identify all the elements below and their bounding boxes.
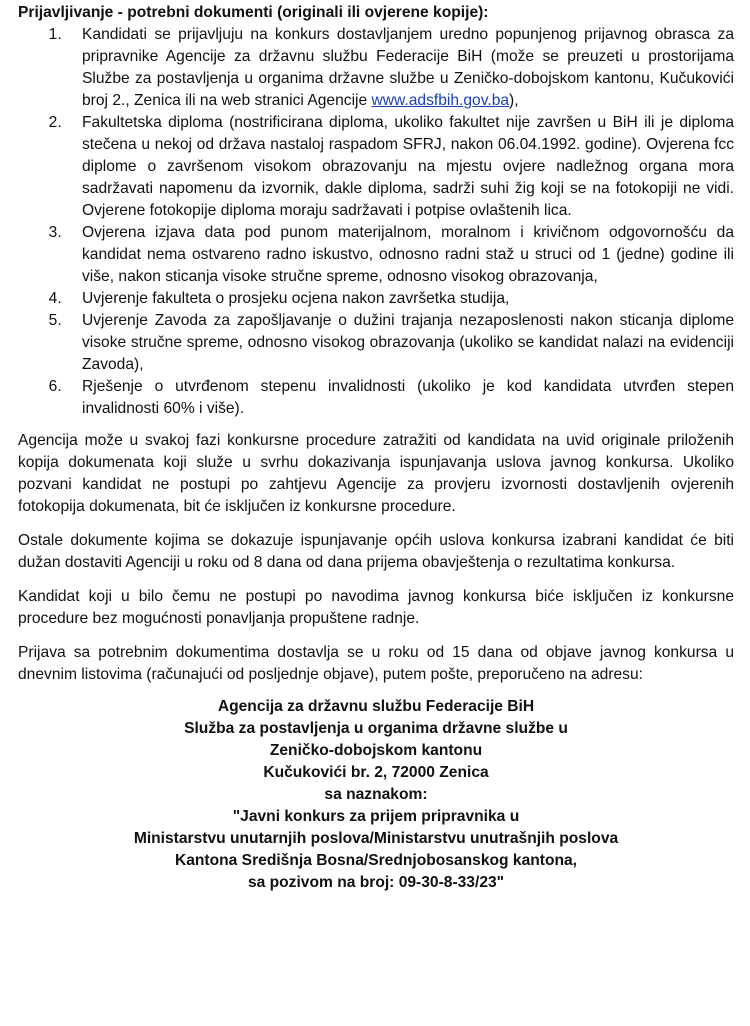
address-line: Zeničko-dobojskom kantonu	[269, 742, 483, 759]
paragraph-other-documents: Ostale dokumente kojima se dokazuje ispunjavanje općih uslova konkursa izabrani kandidat će biti dužan dostaviti Agenciji u roku od 8 dana od dana prijema obavještenja o rezultatima konkursa.	[18, 532, 734, 571]
address-line: Kučukovići br. 2, 72000 Zenica	[263, 764, 489, 781]
address-line: Kantona Središnja Bosna/Srednjobosanskog kantona,	[174, 852, 578, 869]
list-item-text-end: ),	[509, 92, 519, 109]
agency-website-link[interactable]: www.adsfbih.gov.ba	[371, 92, 510, 109]
required-documents-list	[18, 24, 734, 420]
list-item: 2. Fakultetska diploma (nostrificirana diploma, ukoliko fakultet nije završen u BiH ili je diploma stečena u nekoj od država nastaloj raspadom SFRJ, nakon 06.04.1992. godine). Ovjerena fcc diplome o završenom visokom obrazovanju na mjestu ovjere nadležnog organa mora sadržavati napomenu da izvornik, dakle diploma, sadrži suhi žig koji se na fotokopiji ne vidi. Ovjerene fotokopije diploma moraju sadržavati i potpise ovlaštenih lica.	[66, 112, 734, 222]
address-line: sa naznakom:	[324, 786, 428, 803]
address-line: Agencija za državnu službu Federacije BiH	[217, 698, 535, 715]
address-line: Služba za postavljenja u organima državne službe u	[184, 720, 568, 737]
paragraph-submission: Prijava sa potrebnim dokumentima dostavlja se u roku od 15 dana od objave javnog konkursa u dnevnim listovima (računajući od posljednje objave), putem pošte, preporučeno na adresu:	[18, 644, 734, 683]
address-line: Ministarstvu unutarnjih poslova/Ministarstvu unutrašnjih poslova	[133, 830, 619, 847]
list-item	[66, 24, 734, 112]
list-item: 4. Uvjerenje fakulteta o prosjeku ocjena nakon završetka studija,	[66, 288, 734, 310]
paragraph-exclusion: Kandidat koji u bilo čemu ne postupi po navodima javnog konkursa biće isključen iz konkursne procedure bez mogućnosti ponavljanja propuštene radnje.	[18, 588, 734, 627]
list-item-text: Kandidati se prijavljuju na konkurs dostavljanjem uredno popunjenog prijavnog obrasca za pripravnike Agencije za državnu službu Federacije BiH (može se preuzeti u prostorijama Službe za postavljenja u organima državne službe u Zeničko-dobojskom kantonu, Kučukovići broj 2., Zenica ili na web stranici Agencije	[82, 26, 734, 109]
address-line: "Javni konkurs za prijem pripravnika u	[232, 808, 520, 825]
address-line: sa pozivom na broj: 09-30-8-33/23"	[247, 874, 505, 891]
section-heading: Prijavljivanje - potrebni dokumenti (originali ili ovjerene kopije):	[18, 4, 489, 21]
paragraph-verification: Agencija može u svakoj fazi konkursne procedure zatražiti od kandidata na uvid originale priloženih kopija dokumenata koji služe u svrhu dokazivanja ispunjavanja uslova javnog konkursa. Ukoliko pozvani kandidat ne postupi po zahtjevu Agencije za provjeru izvornosti dostavljenih ovjerenih fotokopija dokumenata, bit će isključen iz konkursne procedure.	[18, 432, 734, 515]
list-item: 3. Ovjerena izjava data pod punom materijalnom, moralnom i krivičnom odgovornošću da kandidat nema ostvareno radno iskustvo, odnosno radni staž u struci od 1 (jedne) godine ili više, nakon sticanja visoke stručne spreme, odnosno visokog obrazovanja,	[66, 222, 734, 288]
mailing-address-block	[18, 696, 734, 894]
list-item: 6. Rješenje o utvrđenom stepenu invalidnosti (ukoliko je kod kandidata utvrđen stepen invalidnosti 60% i više).	[66, 376, 734, 420]
list-item: 5. Uvjerenje Zavoda za zapošljavanje o dužini trajanja nezaposlenosti nakon sticanja diplome visoke stručne spreme, odnosno visokog obrazovanja (ukoliko se kandidat nalazi na evidenciji Zavoda),	[66, 310, 734, 376]
